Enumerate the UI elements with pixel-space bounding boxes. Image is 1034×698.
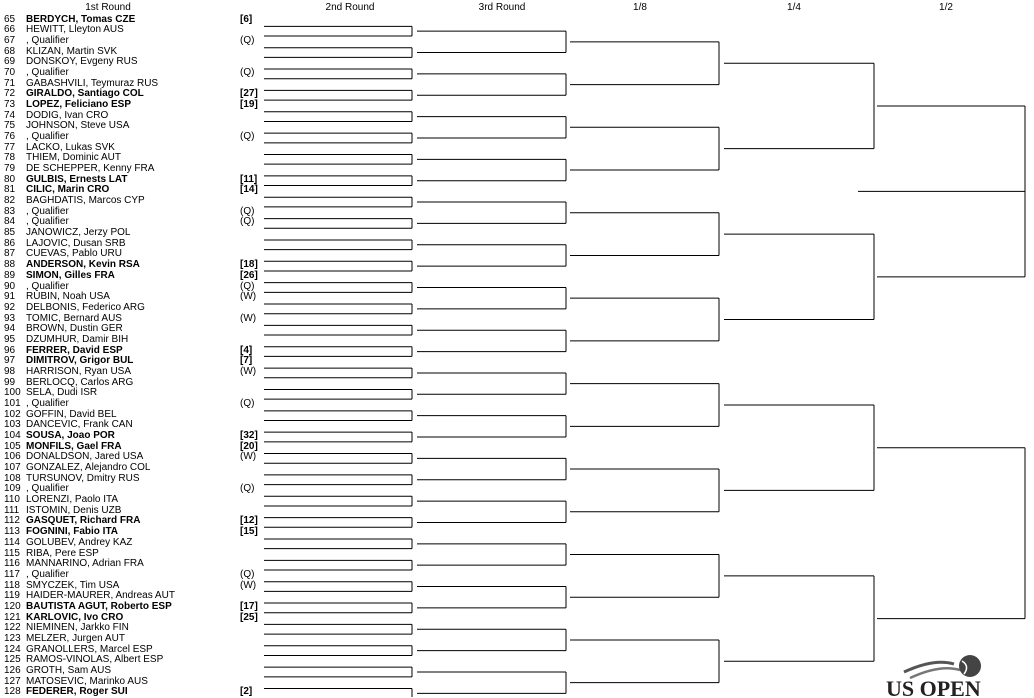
draw-number: 126 <box>4 664 21 676</box>
draw-number: 91 <box>4 291 16 303</box>
player-name: TOMIC, Bernard AUS <box>26 312 122 324</box>
round-header-6: 1/2 <box>939 2 953 13</box>
player-name: THIEM, Dominic AUT <box>26 152 122 164</box>
draw-number: 118 <box>4 579 20 591</box>
player-name: RUBIN, Noah USA <box>26 291 110 303</box>
entry-badge: (W) <box>240 312 257 324</box>
draw-number: 66 <box>4 24 16 36</box>
draw-number: 93 <box>4 312 16 324</box>
seed-badge: [7] <box>240 355 253 367</box>
draw-number: 94 <box>4 323 16 335</box>
draw-number: 85 <box>4 227 16 239</box>
draw-number: 114 <box>4 536 20 548</box>
draw-number: 103 <box>4 419 21 431</box>
draw-number: 100 <box>4 387 21 399</box>
draw-number: 107 <box>4 462 21 474</box>
draw-number: 97 <box>4 355 16 367</box>
draw-number: 86 <box>4 237 16 249</box>
seed-badge: [17] <box>240 600 258 612</box>
draw-number: 73 <box>4 98 16 110</box>
draw-number: 124 <box>4 643 21 655</box>
round-header-5: 1/4 <box>787 2 801 13</box>
draw-number: 72 <box>4 88 16 100</box>
draw-number: 90 <box>4 280 16 292</box>
draw-number: 122 <box>4 622 21 634</box>
player-name: BAUTISTA AGUT, Roberto ESP <box>26 600 172 612</box>
draw-number: 96 <box>4 344 16 356</box>
draw-number: 80 <box>4 173 16 185</box>
player-name: DE SCHEPPER, Kenny FRA <box>26 163 155 175</box>
draw-number: 84 <box>4 216 16 228</box>
player-name: , Qualifier <box>26 483 69 495</box>
round-header-2: 2nd Round <box>325 2 375 13</box>
player-name: BERLOCQ, Carlos ARG <box>26 376 134 388</box>
player-name: LOPEZ, Feliciano ESP <box>26 98 132 110</box>
entry-badge: (Q) <box>240 280 255 292</box>
player-name: SELA, Dudi ISR <box>26 387 98 399</box>
draw-number: 89 <box>4 269 16 281</box>
draw-number: 78 <box>4 152 16 164</box>
player-name: MONFILS, Gael FRA <box>26 440 122 452</box>
draw-number: 127 <box>4 675 21 687</box>
draw-number: 92 <box>4 301 16 313</box>
draw-number: 74 <box>4 109 16 121</box>
seed-badge: [12] <box>240 515 258 527</box>
draw-number: 105 <box>4 440 21 452</box>
player-name: JOHNSON, Steve USA <box>26 120 130 132</box>
entry-badge: (Q) <box>240 397 255 409</box>
seed-badge: [4] <box>240 344 253 356</box>
player-name: GOFFIN, David BEL <box>26 408 117 420</box>
player-name: , Qualifier <box>26 205 69 217</box>
player-name: MANNARINO, Adrian FRA <box>26 558 144 570</box>
seed-badge: [14] <box>240 184 258 196</box>
player-name: DELBONIS, Federico ARG <box>26 301 145 313</box>
entry-badge: (Q) <box>240 216 255 228</box>
round-header-4: 1/8 <box>633 2 647 13</box>
draw-number: 125 <box>4 654 21 666</box>
seed-badge: [20] <box>240 440 258 452</box>
player-name: CUEVAS, Pablo URU <box>26 248 122 260</box>
entry-badge: (Q) <box>240 568 255 580</box>
draw-number: 87 <box>4 248 16 260</box>
player-name: DANCEVIC, Frank CAN <box>26 419 133 431</box>
player-name: BERDYCH, Tomas CZE <box>26 13 136 25</box>
draw-number: 115 <box>4 547 20 559</box>
player-name: JANOWICZ, Jerzy POL <box>26 227 131 239</box>
player-name: SOUSA, Joao POR <box>26 430 115 442</box>
draw-number: 123 <box>4 632 21 644</box>
draw-number: 116 <box>4 558 20 570</box>
entry-badge: (W) <box>240 579 257 591</box>
draw-number: 111 <box>4 504 20 516</box>
entry-badge: (W) <box>240 365 257 377</box>
draw-number: 71 <box>4 77 16 89</box>
player-name: , Qualifier <box>26 397 69 409</box>
player-name: DIMITROV, Grigor BUL <box>26 355 134 367</box>
draw-number: 81 <box>4 184 16 196</box>
player-name: , Qualifier <box>26 130 69 142</box>
player-name: LAJOVIC, Dusan SRB <box>26 237 126 249</box>
player-name: CILIC, Marin CRO <box>26 184 110 196</box>
draw-number: 82 <box>4 195 16 207</box>
player-name: MELZER, Jurgen AUT <box>26 632 125 644</box>
player-name: DONSKOY, Evgeny RUS <box>26 56 138 68</box>
player-name: RAMOS-VINOLAS, Albert ESP <box>26 654 164 666</box>
player-name: LACKO, Lukas SVK <box>26 141 115 153</box>
draw-number: 67 <box>4 34 16 46</box>
player-name: DONALDSON, Jared USA <box>26 451 144 463</box>
player-name: GOLUBEV, Andrey KAZ <box>26 536 133 548</box>
player-name: HAIDER-MAURER, Andreas AUT <box>26 590 175 602</box>
player-name: , Qualifier <box>26 568 69 580</box>
player-name: , Qualifier <box>26 216 69 228</box>
player-name: GIRALDO, Santiago COL <box>26 88 144 100</box>
entry-badge: (Q) <box>240 66 255 78</box>
player-name: KARLOVIC, Ivo CRO <box>26 611 124 623</box>
entry-badge: (Q) <box>240 34 255 46</box>
draw-number: 120 <box>4 600 21 612</box>
player-name: BROWN, Dustin GER <box>26 323 123 335</box>
player-name: TURSUNOV, Dmitry RUS <box>26 472 140 484</box>
player-name: , Qualifier <box>26 280 69 292</box>
entry-badge: (W) <box>240 291 257 303</box>
draw-number: 83 <box>4 205 16 217</box>
player-name: GASQUET, Richard FRA <box>26 515 141 527</box>
draw-number: 128 <box>4 686 21 698</box>
player-name: FOGNINI, Fabio ITA <box>26 526 119 538</box>
player-name: GULBIS, Ernests LAT <box>26 173 128 185</box>
player-name: GROTH, Sam AUS <box>26 664 112 676</box>
us-open-logo <box>884 652 1034 697</box>
draw-number: 112 <box>4 515 20 527</box>
seed-badge: [32] <box>240 430 258 442</box>
player-name: GONZALEZ, Alejandro COL <box>26 462 151 474</box>
draw-number: 68 <box>4 45 16 57</box>
draw-number: 113 <box>4 526 20 538</box>
player-name: HEWITT, Lleyton AUS <box>26 24 124 36</box>
draw-number: 99 <box>4 376 16 388</box>
draw-number: 79 <box>4 163 16 175</box>
draw-number: 117 <box>4 568 20 580</box>
player-name: , Qualifier <box>26 34 69 46</box>
seed-badge: [26] <box>240 269 258 281</box>
entry-badge: (Q) <box>240 483 255 495</box>
draw-number: 65 <box>4 13 16 25</box>
draw-number: 104 <box>4 430 21 442</box>
tennis-ball-logo-icon <box>904 655 981 678</box>
player-name: GRANOLLERS, Marcel ESP <box>26 643 153 655</box>
entry-badge: (Q) <box>240 205 255 217</box>
player-name: KLIZAN, Martin SVK <box>26 45 118 57</box>
player-name: DZUMHUR, Damir BIH <box>26 333 129 345</box>
logo-text: US OPEN <box>886 676 981 697</box>
draw-number: 88 <box>4 259 16 271</box>
draw-number: 110 <box>4 494 20 506</box>
draw-number: 119 <box>4 590 20 602</box>
round-header-3: 3rd Round <box>478 2 526 13</box>
player-name: , Qualifier <box>26 66 69 78</box>
player-name: SMYCZEK, Tim USA <box>26 579 120 591</box>
draw-number: 69 <box>4 56 16 68</box>
player-name: BAGHDATIS, Marcos CYP <box>26 195 145 207</box>
player-name: ANDERSON, Kevin RSA <box>26 259 140 271</box>
player-name: LORENZI, Paolo ITA <box>26 494 119 506</box>
seed-badge: [6] <box>240 13 253 25</box>
seed-badge: [11] <box>240 173 258 185</box>
seed-badge: [18] <box>240 259 258 271</box>
player-name: NIEMINEN, Jarkko FIN <box>26 622 129 634</box>
draw-number: 76 <box>4 130 16 142</box>
player-name: RIBA, Pere ESP <box>26 547 99 559</box>
draw-number: 95 <box>4 333 16 345</box>
draw-number: 70 <box>4 66 16 78</box>
draw-number: 108 <box>4 472 21 484</box>
player-name: MATOSEVIC, Marinko AUS <box>26 675 148 687</box>
player-name: FEDERER, Roger SUI <box>26 686 128 698</box>
draw-number: 102 <box>4 408 21 420</box>
draw-number: 109 <box>4 483 21 495</box>
player-name: GABASHVILI, Teymuraz RUS <box>26 77 159 89</box>
player-name: HARRISON, Ryan USA <box>26 365 132 377</box>
draw-number: 101 <box>4 397 21 409</box>
draw-number: 106 <box>4 451 21 463</box>
seed-badge: [25] <box>240 611 258 623</box>
draw-number: 121 <box>4 611 21 623</box>
player-name: DODIG, Ivan CRO <box>26 109 109 121</box>
seed-badge: [15] <box>240 526 258 538</box>
draw-number: 75 <box>4 120 16 132</box>
player-name: SIMON, Gilles FRA <box>26 269 115 281</box>
seed-badge: [27] <box>240 88 258 100</box>
entry-badge: (Q) <box>240 130 255 142</box>
seed-badge: [2] <box>240 686 253 698</box>
entry-badge: (W) <box>240 451 257 463</box>
seed-badge: [19] <box>240 98 258 110</box>
player-name: ISTOMIN, Denis UZB <box>26 504 122 516</box>
round-header-1: 1st Round <box>85 2 131 13</box>
draw-number: 77 <box>4 141 16 153</box>
draw-number: 98 <box>4 365 16 377</box>
player-name: FERRER, David ESP <box>26 344 123 356</box>
